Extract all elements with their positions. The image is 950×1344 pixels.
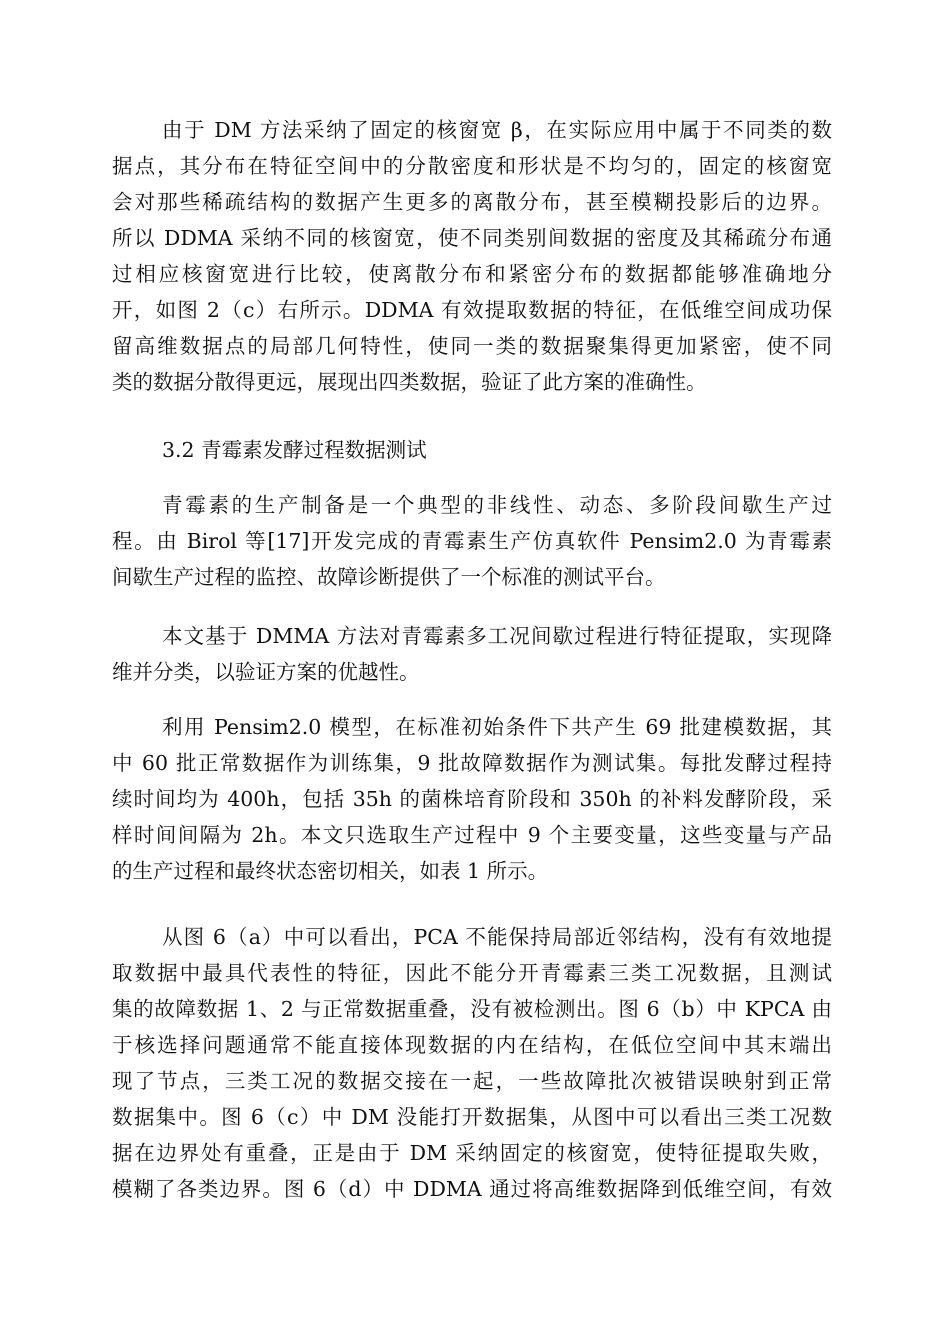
text-line: 的生产过程和最终状态密切相关，如表 1 所示。 [112,859,549,883]
text-line: 样时间间隔为 2h。本文只选取生产过程中 9 个主要变量，这些变量与产品 [112,823,832,847]
text-line: 类的数据分散得更远，展现出四类数据，验证了此方案的准确性。 [112,370,707,394]
text-line: 数据集中。图 6（c）中 DM 没能打开数据集，从图中可以看出三类工况数 [112,1105,832,1129]
section-heading: 3.2 青霉素发酵过程数据测试 [162,438,427,462]
text-line: 本文基于 DMMA 方法对青霉素多工况间歇过程进行特征提取，实现降 [162,624,832,648]
text-line: 集的故障数据 1、2 与正常数据重叠，没有被检测出。图 6（b）中 KPCA 由 [112,997,832,1021]
text-line: 模糊了各类边界。图 6（d）中 DDMA 通过将高维数据降到低维空间，有效 [112,1177,832,1201]
text-line: 中 60 批正常数据作为训练集，9 批故障数据作为测试集。每批发酵过程持 [112,751,832,775]
text-line: 间歇生产过程的监控、故障诊断提供了一个标准的测试平台。 [112,565,666,589]
text-line: 据点，其分布在特征空间中的分散密度和形状是不均匀的，固定的核窗宽 [112,154,832,178]
text-line: 维并分类，以验证方案的优越性。 [112,660,420,684]
text-line: 利用 Pensim2.0 模型，在标准初始条件下共产生 69 批建模数据，其 [162,715,832,739]
text-line: 所以 DDMA 采纳不同的核窗宽，使不同类别间数据的密度及其稀疏分布通 [112,226,832,250]
paragraph-penicillin-process [112,487,832,595]
text-line: 会对那些稀疏结构的数据产生更多的离散分布，甚至模糊投影后的边界。 [112,190,832,214]
text-line: 取数据中最具代表性的特征，因此不能分开青霉素三类工况数据，且测试 [112,961,832,985]
paragraph-dm-kernel-width [112,112,832,400]
paragraph-pensim-data [112,709,832,889]
text-line: 现了节点，三类工况的数据交接在一起，一些故障批次被错误映射到正常 [112,1069,832,1093]
text-line: 据在边界处有重叠，正是由于 DM 采纳固定的核窗宽，使特征提取失败， [112,1141,832,1165]
text-line: 于核选择问题通常不能直接体现数据的内在结构，在低位空间中其末端出 [112,1033,832,1057]
text-line: 从图 6（a）中可以看出，PCA 不能保持局部近邻结构，没有有效地提 [162,925,832,949]
text-line: 程。由 Birol 等[17]开发完成的青霉素生产仿真软件 Pensim2.0 为青霉素 [112,529,832,553]
text-line: 由于 DM 方法采纳了固定的核窗宽 β，在实际应用中属于不同类的数 [162,118,832,142]
text-line: 青霉素的生产制备是一个典型的非线性、动态、多阶段间歇生产过 [162,493,832,517]
text-line: 续时间均为 400h，包括 35h 的菌株培育阶段和 350h 的补料发酵阶段，采 [112,787,832,811]
paragraph-dmma-method [112,618,832,690]
paragraph-figure6-analysis [112,919,832,1207]
text-line: 留高维数据点的局部几何特性，使同一类的数据聚集得更加紧密，使不同 [112,334,832,358]
text-line: 过相应核窗宽进行比较，使离散分布和紧密分布的数据都能够准确地分 [112,262,832,286]
text-line: 开，如图 2（c）右所示。DDMA 有效提取数据的特征，在低维空间成功保 [112,298,832,322]
